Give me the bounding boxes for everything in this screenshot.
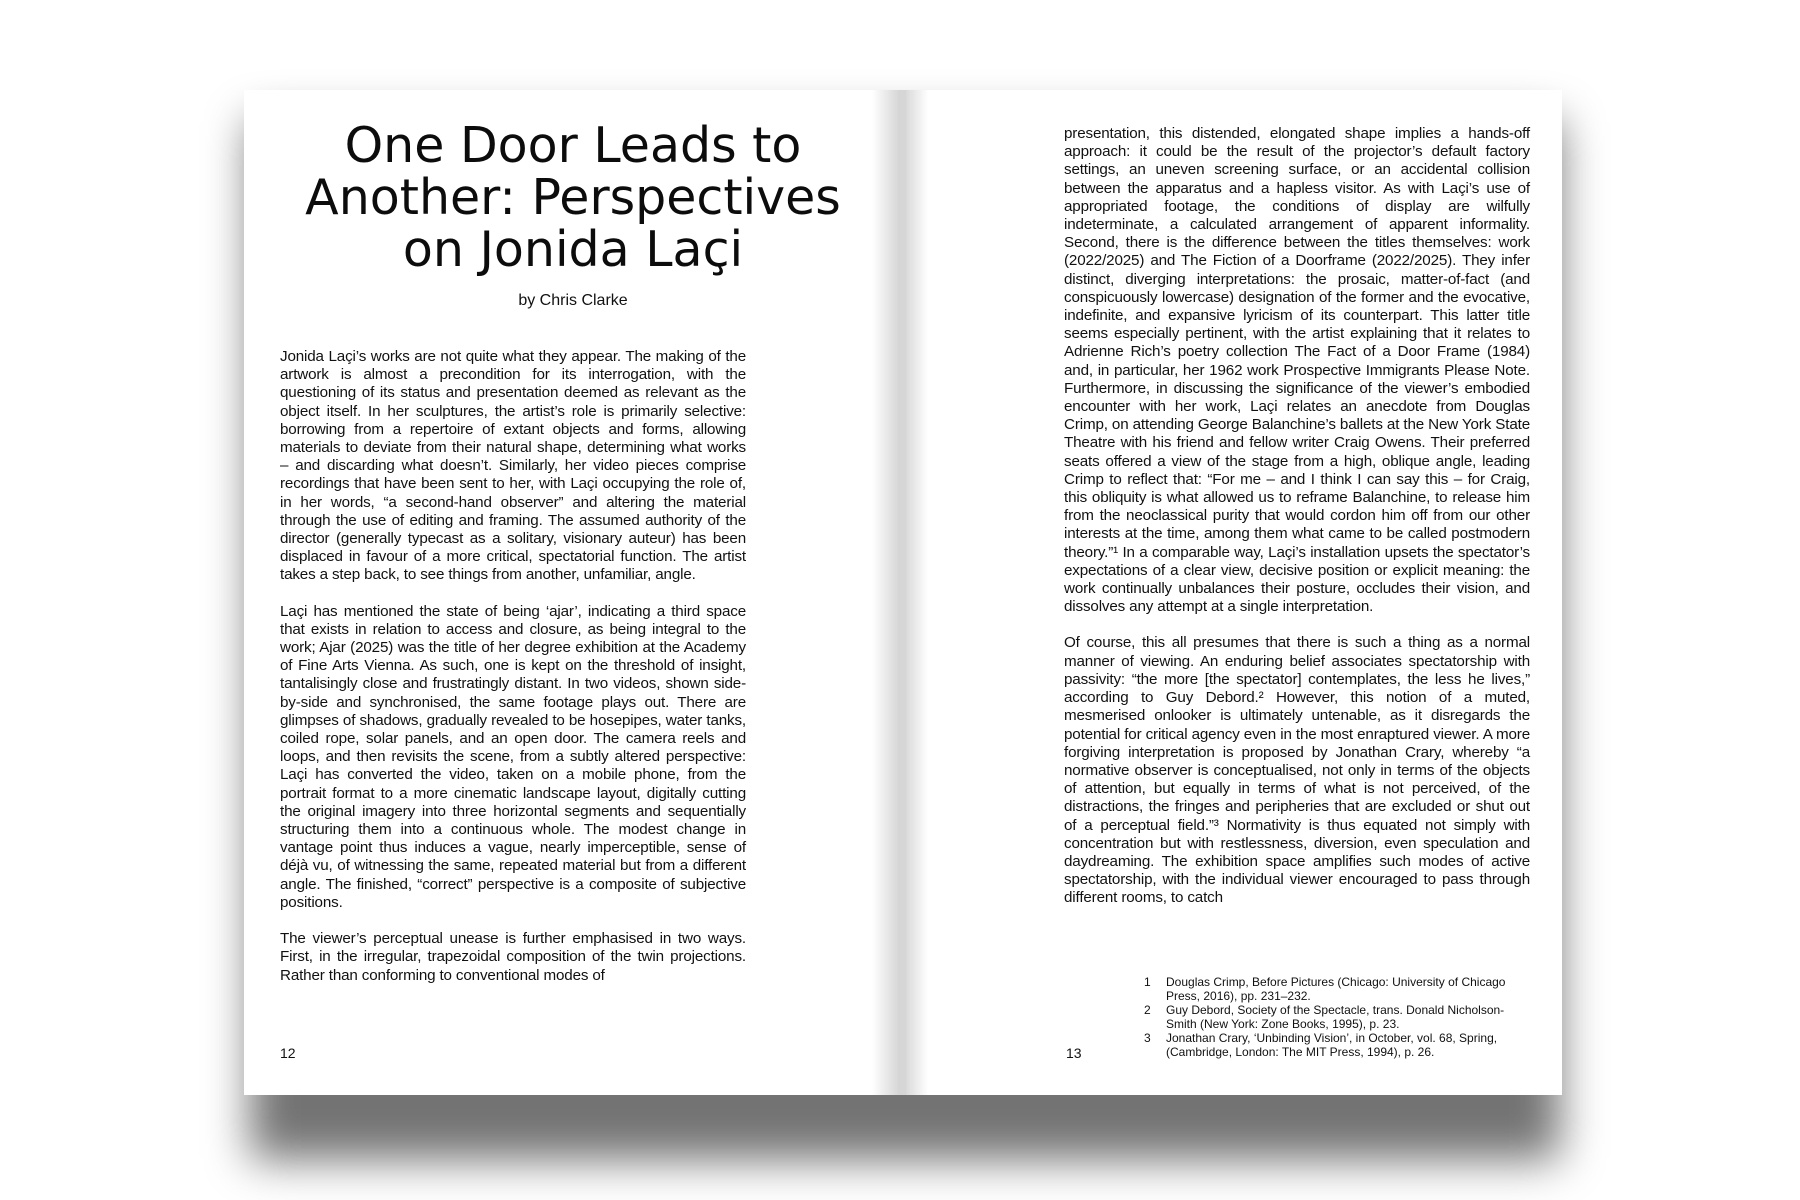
article-title bbox=[264, 117, 882, 278]
left-page bbox=[244, 90, 902, 1095]
footnote-text: Guy Debord, Society of the Spectacle, trans. Donald Nicholson-Smith (New York: Zone Books, 1995), p. 23. bbox=[1166, 1003, 1505, 1031]
left-body-text bbox=[280, 348, 746, 985]
right-body-text bbox=[1064, 125, 1530, 908]
footnote bbox=[1144, 975, 1530, 1003]
byline: by Chris Clarke bbox=[518, 292, 628, 309]
footnote-number: 2 bbox=[1144, 1003, 1151, 1017]
title-line: One Door Leads to bbox=[344, 117, 802, 174]
right-page bbox=[904, 90, 1562, 1095]
paragraph: Jonida Laçi’s works are not quite what they appear. The making of the artwork is almost a precondition for its interrogation, with the questioning of its status and presentation deemed as relevant as the object itself. In her sculptures, the artist’s role is primarily selective: borrowing from a repertoire of extant objects and forms, allowing materials to deviate from their natural shape, determining what works – and discarding what doesn’t. Similarly, her video pieces comprise recordings that have been sent to her, with Laçi occupying the role of, in her words, “a second-hand observer” and altering the material through the use of editing and framing. The assumed authority of the director (generally typecast as a solitary, visionary auteur) has been displaced in favour of a more critical, spectatorial function. The artist takes a step back, to see things from another, unfamiliar, angle. bbox=[280, 348, 746, 584]
page-number-left: 12 bbox=[280, 1045, 296, 1061]
title-line: on Jonida Laçi bbox=[402, 221, 744, 278]
title-line: Another: Perspectives bbox=[305, 169, 841, 226]
paragraph: presentation, this distended, elongated shape implies a hands-off approach: it could be the result of the projector’s default factory settings, an uneven screening surface, or an accidental collision between the apparatus and a hapless visitor. As with Laçi’s use of appropriated footage, the conditions of display are wilfully indeterminate, a calculated arrangement of apparent informality. Second, there is the difference between the titles themselves: work (2022/2025) and The Fiction of a Doorframe (2022/2025). They infer distinct, diverging interpretations: the prosaic, matter-of-fact (and conspicuously lowercase) designation of the former and the evocative, indefinite, and expansive lyricism of its counterpart. This latter title seems especially pertinent, with the artist explaining that it relates to Adrienne Rich’s poetry collection The Fact of a Door Frame (1984) and, in particular, her 1962 work Prospective Immigrants Please Note. Furthermore, in discussing the significance of the viewer’s embodied encounter with her work, Laçi relates an anecdote from Douglas Crimp, on attending George Balanchine’s ballets at the New York State Theatre with his friend and fellow writer Craig Owens. Their preferred seats offered a view of the stage from a high, oblique angle, leading Crimp to reflect that: “For me – and I think I can say this – for Craig, this obliquity is what allowed us to reframe Balanchine, to release him from the neoclassical purity that would cordon him off from our other interests at the time, among them what came to be called postmodern theory.”¹ In a comparable way, Laçi’s installation upsets the spectator’s expectations of a clear view, decisive position or explicit meaning: the work continually unbalances their posture, occludes their vision, and dissolves any attempt at a single interpretation. bbox=[1064, 125, 1530, 616]
footnote bbox=[1144, 1003, 1530, 1031]
page-number-right: 13 bbox=[1066, 1045, 1082, 1061]
footnote bbox=[1144, 1031, 1530, 1059]
footnotes bbox=[1144, 975, 1530, 1059]
footnote-text: Jonathan Crary, ‘Unbinding Vision’, in October, vol. 68, Spring, (Cambridge, London: The MIT Press, 1994), p. 26. bbox=[1166, 1031, 1498, 1059]
paragraph: Of course, this all presumes that there is such a thing as a normal manner of viewing. An enduring belief associates spectatorship with passivity: “the more [the spectator] contemplates, the less he lives,” according to Guy Debord.² However, this notion of a muted, mesmerised onlooker is ultimately untenable, as it disregards the potential for critical agency even in the most enraptured viewer. A more forgiving interpretation is proposed by Jonathan Crary, whereby “a normative observer is conceptualised, not only in terms of the objects of attention, but equally in terms of what is not perceived, of the distractions, the fringes and peripheries that are excluded or shut out of a perceptual field.”³ Normativity is thus equated not simply with concentration but with restlessness, diversion, even speculation and daydreaming. The exhibition space amplifies such modes of active spectatorship, with the individual viewer encouraged to pass through different rooms, to catch bbox=[1064, 634, 1530, 907]
paragraph: The viewer’s perceptual unease is further emphasised in two ways. First, in the irregular, trapezoidal composition of the twin projections. Rather than conforming to conventional modes of bbox=[280, 930, 746, 984]
right-gutter-shade bbox=[904, 90, 928, 1095]
footnote-number: 1 bbox=[1144, 975, 1151, 989]
paragraph: Laçi has mentioned the state of being ‘ajar’, indicating a third space that exists in relation to access and closure, as being integral to the work; Ajar (2025) was the title of her degree exhibition at the Academy of Fine Arts Vienna. As such, one is kept on the threshold of insight, tantalisingly close and frustratingly distant. In two videos, shown side-by-side and synchronised, the same footage plays out. There are glimpses of shadows, gradually revealed to be hosepipes, water tanks, coiled rope, solar panels, and an open door. The camera reels and loops, and then revisits the scene, from a subtly altered perspective: Laçi has converted the video, taken on a mobile phone, from the portrait format to a more cinematic landscape layout, digitally cutting the original imagery into three horizontal segments and sequentially structuring them into a continuous whole. The modest change in vantage point thus induces a vague, nearly imperceptible, sense of déjà vu, of witnessing the same, repeated material but from a different angle. The finished, “correct” perspective is a composite of subjective positions. bbox=[280, 602, 746, 911]
footnote-text: Douglas Crimp, Before Pictures (Chicago: University of Chicago Press, 2016), pp. 231–232. bbox=[1166, 975, 1506, 1003]
book-spine bbox=[900, 90, 906, 1095]
footnote-number: 3 bbox=[1144, 1031, 1151, 1045]
